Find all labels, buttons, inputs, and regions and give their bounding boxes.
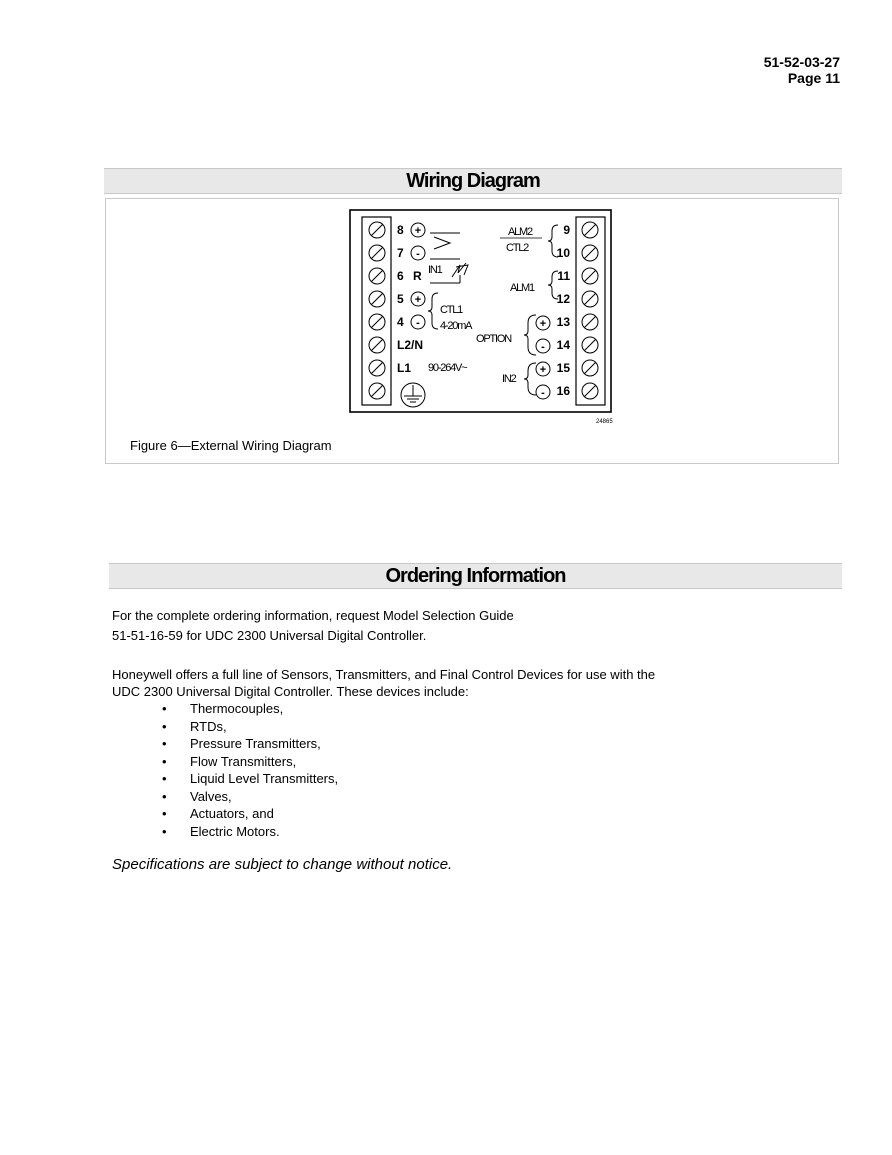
label-power: 90-264V~ [428,362,467,374]
right-terminal-screw [582,314,598,330]
right-terminal-number: 11 [557,269,570,283]
right-terminal-number: 9 [563,223,570,237]
terminal-polarity: + [414,225,422,237]
list-item: • Actuators, and [162,806,274,821]
label-4-20ma: 4-20mA [440,320,472,332]
right-terminal-number: 13 [556,315,570,329]
plus-15: + [539,364,547,376]
label-option: OPTION [476,333,511,345]
list-item: • Electric Motors. [162,823,280,839]
minus-16: - [541,387,545,399]
right-terminal-screw [582,360,598,376]
document-number: 51-52-03-27 [763,54,840,70]
list-item: • Liquid Level Transmitters, [162,771,339,786]
left-terminal-screw [369,337,385,353]
wiring-diagram-title: Wiring Diagram [406,170,540,192]
right-terminal-screw [582,337,598,353]
plus-13: + [539,318,547,330]
left-terminal-screw [369,245,385,261]
left-terminal-number: 5 [397,292,404,306]
left-terminal-number: 6 [397,269,404,283]
ground-icon [401,383,425,407]
terminal-polarity: - [416,317,420,329]
left-terminal-screw [369,314,385,330]
right-terminal-number: 16 [556,384,570,398]
ordering-para1-line1: For the complete ordering information, request Model Selection Guide [112,608,514,623]
minus-14: - [541,341,545,353]
document-header [764,54,840,86]
wiring-diagram [340,205,622,430]
list-item: • Thermocouples, [162,701,284,716]
figure-caption: Figure 6—External Wiring Diagram [130,438,332,453]
right-terminal-number: 12 [556,292,570,306]
left-terminal-number: 4 [397,315,404,329]
left-terminal-screw [369,222,385,238]
right-terminal-number: 15 [556,361,570,375]
list-item: • Valves, [162,788,232,804]
list-item: • Pressure Transmitters, [162,736,321,751]
ordering-paragraph-1 [112,606,514,646]
left-terminal-number: 8 [397,223,404,237]
right-terminal-screw [582,291,598,307]
label-in2: IN2 [502,373,516,385]
right-terminal-screw [582,245,598,261]
right-terminal-number: 10 [556,246,570,260]
ordering-para2-line1: Honeywell offers a full line of Sensors, Transmitters, and Final Control Devices for use with the [112,667,656,682]
left-terminal-screw [369,383,385,399]
ordering-paragraph-2 [112,666,655,700]
right-terminal-number: 14 [556,338,570,352]
left-terminal-number: L2/N [397,338,424,352]
label-alm1: ALM1 [510,282,534,294]
right-terminal-screw [582,268,598,284]
label-ctl2: CTL2 [506,242,529,254]
terminal-polarity: + [414,294,422,306]
wiring-diagram-heading [104,168,842,194]
label-in1: IN1 [428,264,442,276]
ordering-para2-line2: UDC 2300 Universal Digital Controller. These devices include: [112,684,469,699]
ordering-information-heading [109,563,842,589]
ordering-information-title: Ordering Information [385,565,566,587]
left-terminal-number: L1 [397,361,412,375]
left-terminal-screw [369,360,385,376]
right-terminal-screw [582,383,598,399]
diagram-outline [350,210,611,412]
terminal-polarity: R [413,269,422,283]
left-terminal-screw [369,291,385,307]
label-alm2: ALM2 [508,226,532,238]
list-item: • RTDs, [162,718,227,734]
ordering-para1-line2: 51-51-16-59 for UDC 2300 Universal Digital Controller. [112,628,427,643]
specifications-note: Specifications are subject to change without notice. [112,856,453,873]
figure-id: 24865 [596,419,613,425]
label-ctl1: CTL1 [440,304,463,316]
page-number: Page 11 [787,70,840,86]
device-list [162,700,338,840]
left-terminal-screw [369,268,385,284]
list-item: • Flow Transmitters, [162,753,297,769]
right-terminal-screw [582,222,598,238]
terminal-polarity: - [416,248,420,260]
left-terminal-number: 7 [397,246,404,260]
